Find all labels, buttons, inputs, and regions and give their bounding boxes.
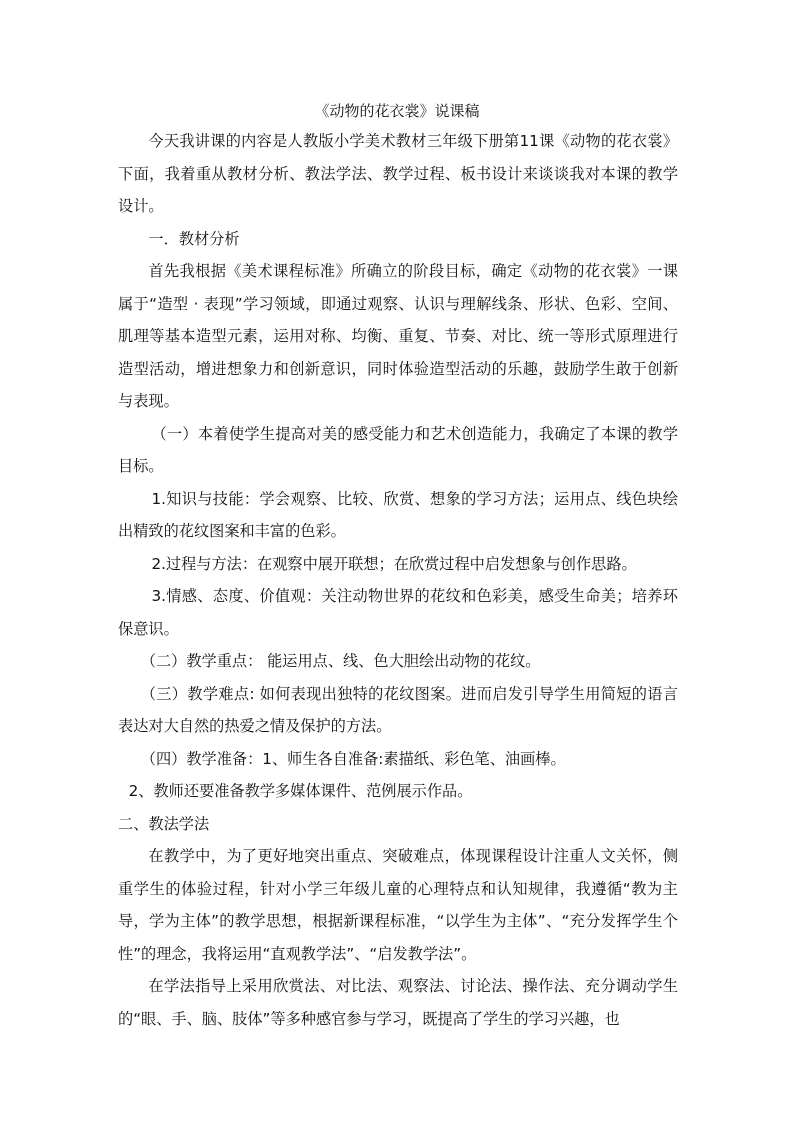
teaching-difficulty: （三）教学难点: 如何表现出独特的花纹图案。进而启发引导学生用简短的语言表达对大自然的热爱之情及保护的方法。 — [118, 684, 678, 735]
section-heading-textbook-analysis: 一．教材分析 — [148, 229, 240, 248]
document-title: 《动物的花衣裳》说课稿 — [314, 102, 480, 120]
teacher-preparation: 2、教师还要准备教学多媒体课件、范例展示作品。 — [128, 782, 473, 800]
teaching-methods-paragraph: 在教学中，为了更好地突出重点、突破难点，体现课程设计注重人文关怀，侧重学生的体验过程，针对小学三年级儿童的心理特点和认知规律，我遵循“教为主导，学为主体”的教学思想，根据新课程标准，“以学生为主体”、“充分发挥学生个性”的理念，我将运用“直观教学法”、“启发教学法”。 — [118, 847, 678, 963]
teaching-focus: （二）教学重点： 能运用点、线、色大胆绘出动物的花纹。 — [140, 652, 541, 670]
intro-paragraph: 今天我讲课的内容是人教版小学美术教材三年级下册第11课《动物的花衣裳》下面，我着重从教材分析、教法学法、教学过程、板书设计来谈谈我对本课的教学设计。 — [118, 132, 678, 215]
curriculum-standard-paragraph: 首先我根据《美术课程标准》所确立的阶段目标，确定《动物的花衣裳》一课属于“造型 · 表现”学习领域，即通过观察、认识与理解线条、形状、色彩、空间、肌理等基本造型元素，运用对称、均衡、重复、节奏、对比、统一等形式原理进行造型活动，增进想象力和创新意识，同时体验造型活动的乐趣，鼓励学生敢于创新与表现。 — [118, 262, 678, 410]
teaching-preparation: （四）教学准备：1、师生各自准备:素描纸、彩色笔、油画棒。 — [140, 749, 566, 768]
teaching-goals-paragraph: （一）本着使学生提高对美的感受能力和艺术创造能力，我确定了本课的教学目标。 — [118, 424, 678, 475]
learning-methods-paragraph: 在学法指导上采用欣赏法、对比法、观察法、讨论法、操作法、充分调动学生的“眼、手、脑、肢体”等多种感官参与学习，既提高了学生的学习兴趣，也 — [118, 977, 678, 1028]
goal-emotion-values: 3.情感、态度、价值观：关注动物世界的花纹和色彩美，感受生命美；培养环保意识。 — [118, 587, 678, 638]
goal-knowledge-skills: 1.知识与技能：学会观察、比较、欣赏、想象的学习方法；运用点、线色块绘出精致的花纹图案和丰富的色彩。 — [118, 489, 678, 540]
section-heading-methods: 二、教法学法 — [118, 814, 210, 833]
goal-process-methods: 2.过程与方法：在观察中展开联想；在欣赏过程中启发想象与创作思路。 — [151, 554, 637, 573]
document-body — [118, 125, 678, 1035]
